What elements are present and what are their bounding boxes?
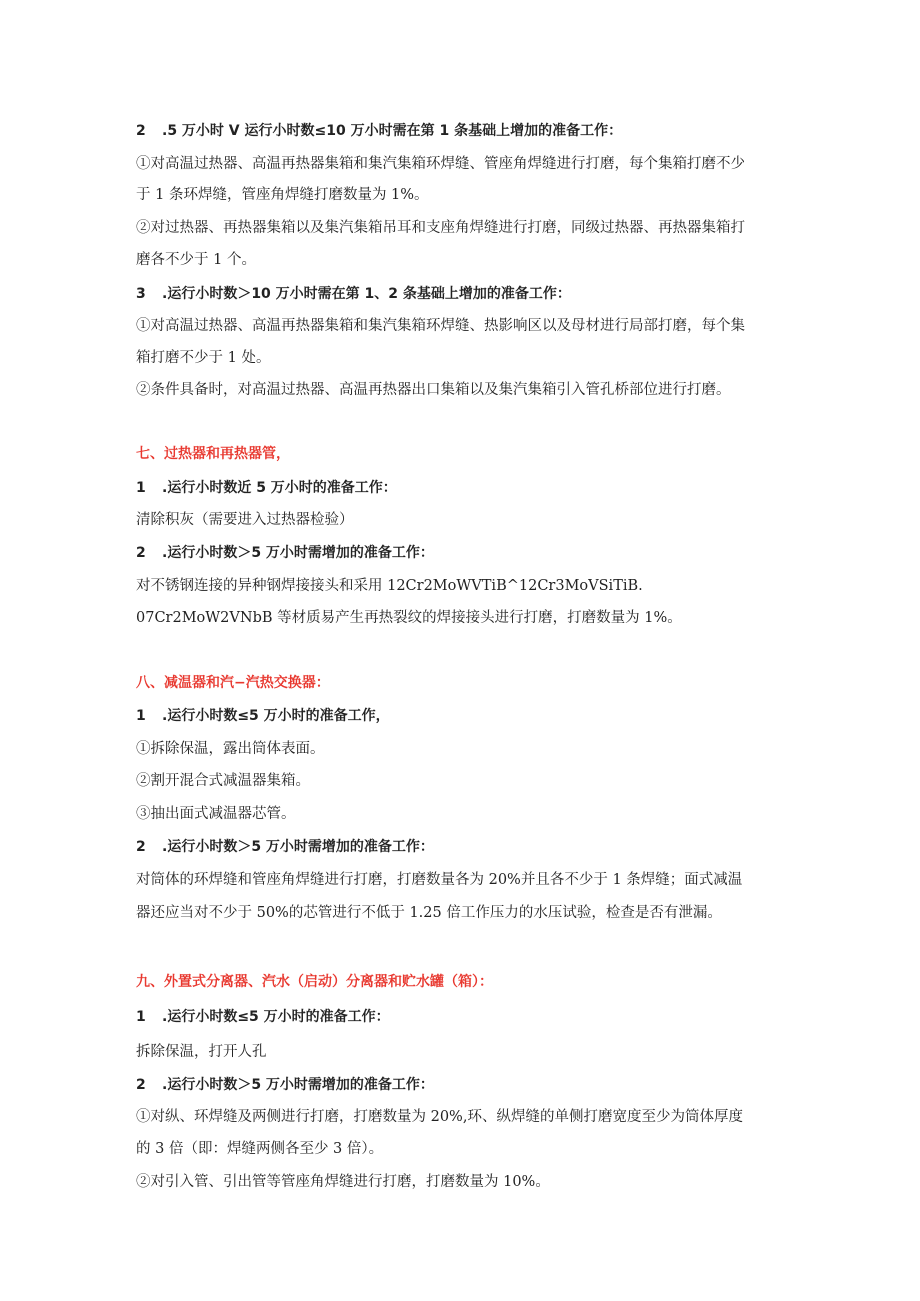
paragraph-line: ②割开混合式减温器集箱。 [136, 773, 310, 789]
item-heading-1: 1 .运行小时数近 5 万小时的准备工作： [136, 480, 397, 496]
paragraph-line: ③抽出面式减温器芯管。 [136, 806, 296, 822]
paragraph-line: ①对高温过热器、高温再热器集箱和集汽集箱环焊缝、管座角焊缝进行打磨，每个集箱打磨不少 [136, 156, 745, 172]
paragraph-line: 于 1 条环焊缝，管座角焊缝打磨数量为 1%。 [136, 187, 429, 203]
section-heading-7: 七、过热器和再热器管， [136, 446, 290, 462]
paragraph-line: 器还应当对不少于 50%的芯管进行不低于 1.25 倍工作压力的水压试验，检查是否有泄漏。 [136, 905, 722, 921]
paragraph-line: 清除积灰（需要进入过热器检验） [136, 512, 354, 528]
paragraph-line: ①对高温过热器、高温再热器集箱和集汽集箱环焊缝、热影响区以及母材进行局部打磨，每个集 [136, 318, 745, 334]
paragraph-line: 拆除保温，打开人孔 [136, 1044, 267, 1060]
item-heading-2: 2 .运行小时数＞5 万小时需增加的准备工作： [136, 545, 434, 561]
item-heading-2: 2 .运行小时数＞5 万小时需增加的准备工作： [136, 839, 434, 855]
paragraph-line: ②对过热器、再热器集箱以及集汽集箱吊耳和支座角焊缝进行打磨，同级过热器、再热器集箱打 [136, 220, 745, 236]
paragraph-line: ①对纵、环焊缝及两侧进行打磨，打磨数量为 20%,环、纵焊缝的单侧打磨宽度至少为筒体厚度 [136, 1109, 743, 1125]
item-heading-3: 3 .运行小时数＞10 万小时需在第 1、2 条基础上增加的准备工作： [136, 286, 571, 302]
paragraph-line: 磨各不少于 1 个。 [136, 252, 256, 268]
paragraph-line: 对不锈钢连接的异种钢焊接接头和采用 12Cr2MoWVTiB^12Cr3MoVSiTiB. [136, 578, 643, 594]
item-heading-2: 2 .运行小时数＞5 万小时需增加的准备工作： [136, 1077, 434, 1093]
item-heading-1: 1 .运行小时数≤5 万小时的准备工作： [136, 1009, 390, 1025]
item-heading-2: 2 .5 万小时 V 运行小时数≤10 万小时需在第 1 条基础上增加的准备工作： [136, 123, 623, 139]
item-heading-1: 1 .运行小时数≤5 万小时的准备工作， [136, 708, 390, 724]
section-heading-9: 九、外置式分离器、汽水（启动）分离器和贮水罐（箱）： [136, 974, 493, 990]
paragraph-line: 07Cr2MoW2VNbB 等材质易产生再热裂纹的焊接接头进行打磨，打磨数量为 1%。 [136, 610, 682, 626]
paragraph-line: 箱打磨不少于 1 处。 [136, 350, 271, 366]
section-heading-8: 八、减温器和汽−汽热交换器： [136, 675, 330, 691]
paragraph-line: 的 3 倍（即：焊缝两侧各至少 3 倍）。 [136, 1141, 384, 1157]
paragraph-line: 对筒体的环焊缝和管座角焊缝进行打磨，打磨数量各为 20%并且各不少于 1 条焊缝；面式减温 [136, 872, 743, 888]
paragraph-line: ②条件具备时，对高温过热器、高温再热器出口集箱以及集汽集箱引入管孔桥部位进行打磨。 [136, 382, 731, 398]
paragraph-line: ②对引入管、引出管等管座角焊缝进行打磨，打磨数量为 10%。 [136, 1174, 550, 1190]
paragraph-line: ①拆除保温，露出筒体表面。 [136, 741, 325, 757]
